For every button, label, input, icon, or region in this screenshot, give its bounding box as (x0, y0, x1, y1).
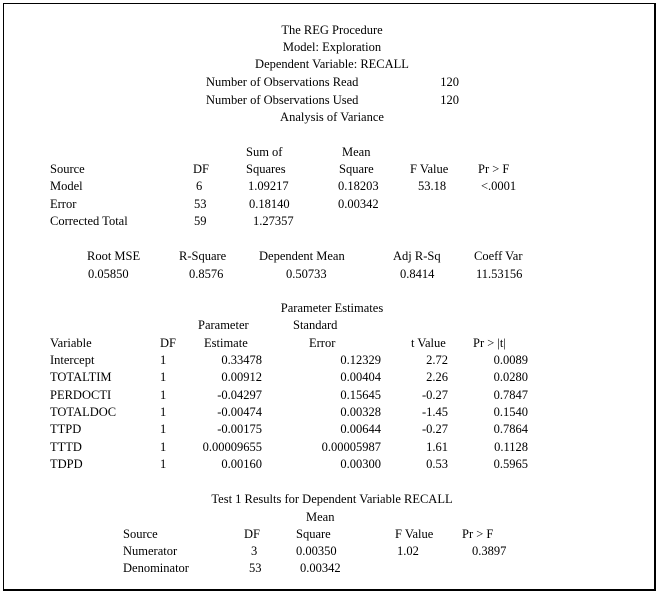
param-row-variable: PERDOCTI (50, 387, 112, 402)
anova-header-df: DF (193, 162, 209, 176)
param-row-p: 0.0089 (493, 353, 528, 367)
obs-used-value: 120 (440, 93, 459, 107)
anova-row-p: <.0001 (481, 179, 517, 193)
anova-title: Analysis of Variance (280, 110, 384, 124)
param-row-se: 0.00005987 (321, 439, 381, 454)
test-header-f: F Value (395, 527, 434, 541)
anova-row-ss: 1.27357 (253, 214, 294, 228)
test-header-source: Source (123, 527, 158, 541)
param-row-variable: TOTALTIM (50, 370, 112, 385)
anova-header-ms-top: Mean (342, 145, 371, 159)
anova-header-p: Pr > F (478, 162, 510, 176)
test-row-source: Numerator (123, 544, 178, 558)
anova-row-source: Corrected Total (50, 214, 128, 228)
param-row-se: 0.00300 (340, 456, 381, 471)
fit-label-r-square: R-Square (179, 249, 227, 263)
param-row-se: 0.12329 (340, 353, 381, 367)
param-row-df: 1 (160, 439, 167, 454)
test-row-f: 1.02 (397, 544, 419, 558)
obs-used-label: Number of Observations Used (206, 93, 359, 107)
anova-row-df: 6 (196, 179, 203, 193)
anova-header-ss: Squares (246, 162, 286, 176)
test-row-source: Denominator (123, 561, 189, 575)
anova-row-source: Error (50, 197, 77, 211)
param-row-p: 0.5965 (493, 456, 528, 471)
param-row-p: 0.1128 (494, 439, 528, 454)
anova-row-df: 59 (194, 214, 207, 228)
param-row-variable: TDPD (50, 456, 83, 471)
param-row-se: 0.15645 (340, 387, 381, 402)
anova-header-ms: Square (339, 162, 374, 176)
test-row-ms: 0.00350 (296, 544, 337, 558)
param-row-estimate: 0.00009655 (202, 439, 262, 454)
param-row-variable: TOTALDOC (50, 404, 117, 419)
params-header-estimate-top: Parameter (198, 318, 249, 332)
param-row-t: -0.27 (421, 387, 448, 402)
param-row-df: 1 (160, 422, 167, 437)
test-header-p: Pr > F (462, 527, 494, 541)
procedure-title: The REG Procedure (281, 23, 383, 37)
param-row-p: 0.7847 (493, 387, 528, 402)
anova-row-ms: 0.00342 (338, 197, 379, 211)
test-header-ms: Square (296, 527, 331, 541)
param-row-p: 0.1540 (493, 404, 528, 419)
fit-label-root-mse: Root MSE (87, 249, 141, 263)
anova-row-ms: 0.18203 (338, 179, 379, 193)
fit-label-dependent-mean: Dependent Mean (259, 249, 345, 263)
fit-value-adj-r-sq: 0.8414 (400, 267, 435, 281)
test-row-p: 0.3897 (472, 544, 507, 558)
params-header-se-top: Standard (293, 318, 338, 332)
model-title: Model: Exploration (282, 40, 382, 54)
params-header-t: t Value (411, 336, 446, 350)
anova-row-df: 53 (194, 197, 207, 211)
fit-label-adj-r-sq: Adj R-Sq (393, 249, 441, 263)
param-row-p: 0.7864 (493, 422, 528, 437)
param-row-estimate: -0.04297 (217, 387, 262, 402)
param-row-estimate: 0.33478 (221, 353, 262, 367)
param-row-t: -0.27 (421, 422, 448, 437)
params-header-estimate: Estimate (204, 336, 248, 350)
param-row-t: 1.61 (426, 439, 448, 454)
anova-row-ss: 0.18140 (249, 197, 290, 211)
param-row-t: 2.26 (426, 370, 448, 385)
fit-value-root-mse: 0.05850 (88, 267, 129, 281)
anova-header-ss-top: Sum of (246, 145, 283, 159)
fit-label-coeff-var: Coeff Var (474, 249, 523, 263)
param-row-variable: TTPD (50, 422, 82, 437)
test-header-df: DF (244, 527, 260, 541)
fit-value-coeff-var: 11.53156 (476, 267, 523, 281)
anova-header-f: F Value (410, 162, 449, 176)
param-row-df: 1 (160, 456, 167, 471)
test-row-df: 3 (251, 544, 258, 558)
param-row-df: 1 (160, 353, 167, 367)
params-header-df: DF (160, 336, 176, 350)
anova-row-source: Model (50, 179, 83, 193)
params-header-p: Pr > |t| (473, 336, 506, 350)
param-row-se: 0.00328 (340, 404, 381, 419)
param-row-estimate: 0.00160 (221, 456, 262, 471)
param-row-df: 1 (160, 370, 167, 385)
param-row-se: 0.00644 (340, 422, 381, 437)
param-row-variable: Intercept (50, 353, 95, 367)
param-row-df: 1 (160, 387, 167, 402)
fit-value-r-square: 0.8576 (189, 267, 224, 281)
obs-read-label: Number of Observations Read (206, 75, 359, 89)
param-row-estimate: -0.00175 (217, 422, 262, 437)
param-row-t: -1.45 (421, 404, 448, 419)
param-row-variable: TTTD (50, 439, 82, 454)
param-row-se: 0.00404 (340, 370, 381, 385)
obs-read-value: 120 (440, 75, 459, 89)
param-row-t: 0.53 (426, 456, 448, 471)
param-row-t: 2.72 (426, 353, 448, 367)
test-title: Test 1 Results for Dependent Variable RECALL (211, 492, 453, 506)
param-row-p: 0.0280 (493, 370, 528, 385)
test-row-ms: 0.00342 (300, 561, 341, 575)
anova-row-ss: 1.09217 (248, 179, 289, 193)
test-header-ms-top: Mean (306, 510, 335, 524)
fit-value-dependent-mean: 0.50733 (286, 267, 327, 281)
anova-header-source: Source (50, 162, 85, 176)
dependent-variable-title: Dependent Variable: RECALL (255, 57, 409, 71)
params-title: Parameter Estimates (280, 301, 384, 315)
anova-row-f: 53.18 (418, 179, 447, 193)
param-row-df: 1 (160, 404, 167, 419)
param-row-estimate: 0.00912 (221, 370, 262, 385)
test-row-df: 53 (249, 561, 262, 575)
param-row-estimate: -0.00474 (217, 404, 262, 419)
params-header-se: Error (309, 336, 336, 350)
params-header-variable: Variable (50, 336, 92, 350)
